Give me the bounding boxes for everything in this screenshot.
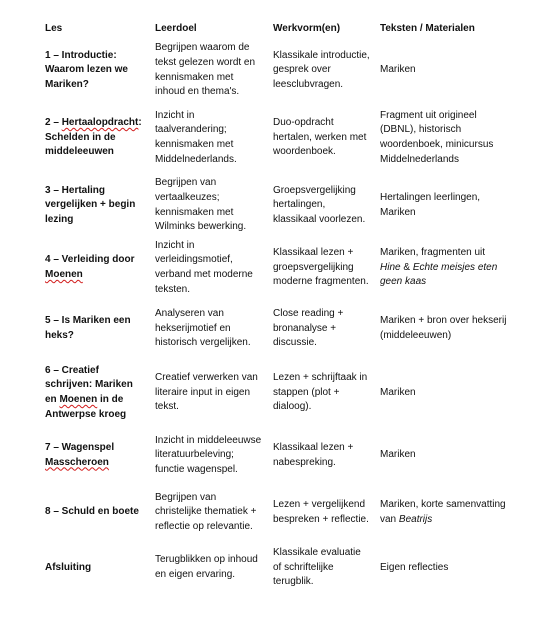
lesson-title: 8 – Schuld en boete bbox=[45, 506, 139, 518]
lesson-title bbox=[40, 358, 150, 428]
lesson-materials: Hertalingen leerlingen, Mariken bbox=[380, 191, 481, 218]
lesson-method: Close reading + bronanalyse + discussie. bbox=[273, 308, 344, 349]
lesson-goal: Inzicht in verleidingsmotief, verband met moderne teksten. bbox=[155, 239, 253, 295]
table-row bbox=[40, 358, 512, 428]
lesson-method: Lezen + vergelijkend bespreken + reflectie. bbox=[273, 498, 369, 525]
materials-part: Mariken, fragmenten uit bbox=[380, 247, 486, 259]
lesson-title: 5 – Is Mariken een heks? bbox=[45, 315, 131, 341]
table-row bbox=[40, 542, 512, 594]
table-row bbox=[40, 236, 512, 300]
lesson-materials: Mariken bbox=[380, 449, 416, 461]
lesson-method: Klassikaal lezen + groepsvergelijking moderne fragmenten. bbox=[273, 247, 369, 288]
table-row bbox=[40, 300, 512, 358]
lesson-method: Klassikale introductie, gesprek over leesclubvragen. bbox=[273, 49, 370, 90]
lesson-goal: Begrijpen waarom de tekst gelezen wordt en kennismaken met inhoud en thema's. bbox=[155, 42, 256, 98]
materials-part: & bbox=[400, 261, 413, 273]
lesson-goal: Begrijpen van vertaalkeuzes; kennismaken met Wilminks bewerking. bbox=[155, 177, 247, 233]
lesson-method: Klassikaal lezen + nabespreking. bbox=[273, 441, 354, 468]
lesson-materials bbox=[375, 483, 512, 542]
lesson-title-part: in de Antwerpse kroeg bbox=[45, 394, 127, 420]
lesson-materials bbox=[375, 236, 512, 300]
lesson-goal: Inzicht in middeleeuwse literatuurbeleving; functie wagenspel. bbox=[155, 434, 262, 475]
lesson-goal: Terugblikken op inhoud en eigen ervaring. bbox=[155, 554, 258, 580]
header-materialen: Teksten / Materialen bbox=[380, 22, 475, 34]
lesson-title bbox=[40, 428, 150, 483]
lesson-method: Groepsvergelijking hertalingen, klassikaal voorlezen. bbox=[273, 184, 366, 225]
materials-part: Mariken, korte samenvatting van bbox=[380, 498, 506, 525]
misspelled-word: Moenen bbox=[59, 394, 98, 405]
lesson-materials: Mariken + bron over hekserij (middeleeuwen) bbox=[380, 315, 507, 341]
book-title: Beatrijs bbox=[398, 513, 433, 525]
header-werkvormen: Werkvorm(en) bbox=[273, 22, 341, 34]
lesson-materials: Eigen reflecties bbox=[380, 561, 449, 573]
table-row bbox=[40, 175, 512, 236]
misspelled-word: Moenen bbox=[45, 269, 83, 280]
lesson-title-part: 7 – Wagenspel bbox=[45, 441, 115, 453]
lesson-materials: Mariken bbox=[380, 64, 416, 76]
lesson-title: 3 – Hertaling vergelijken + begin lezing bbox=[45, 184, 136, 225]
lesson-goal: Creatief verwerken van literaire input in eigen tekst. bbox=[155, 372, 258, 413]
misspelled-word: Hertaalopdracht bbox=[61, 117, 139, 129]
lesson-title-part: 2 – bbox=[45, 117, 62, 129]
lesson-title-part: 6 – Creatief schrijven: Mariken en bbox=[45, 364, 133, 405]
lesson-title: Afsluiting bbox=[45, 561, 92, 573]
table-row bbox=[40, 101, 512, 175]
header-row bbox=[40, 18, 512, 40]
book-title: Echte meisjes eten geen kaas bbox=[380, 261, 498, 288]
lesson-title bbox=[40, 236, 150, 300]
lesson-goal: Begrijpen van christelijke thematiek + reflectie op relevantie. bbox=[155, 491, 257, 532]
lesson-title: 1 – Introductie: Waarom lezen we Mariken? bbox=[45, 49, 128, 90]
lesson-plan-table bbox=[40, 18, 512, 594]
lesson-method: Lezen + schrijftaak in stappen (plot + dialoog). bbox=[273, 372, 368, 413]
lesson-method: Duo-opdracht hertalen, werken met woordenboek. bbox=[273, 117, 367, 158]
table-row bbox=[40, 40, 512, 101]
lesson-materials: Fragment uit origineel (DBNL), historisch woordenboek, minicursus Middelnederlands bbox=[380, 109, 494, 165]
misspelled-word: Masscheroen bbox=[45, 456, 109, 468]
lesson-materials: Mariken bbox=[380, 386, 416, 398]
book-title: Hine bbox=[380, 261, 401, 273]
lesson-goal: Analyseren van hekserijmotief en historisch vergelijken. bbox=[155, 308, 251, 349]
lesson-title-part: 4 – Verleiding door bbox=[45, 254, 135, 266]
table-row bbox=[40, 428, 512, 483]
lesson-goal: Inzicht in taalverandering; kennismaken met Middelnederlands. bbox=[155, 109, 237, 165]
header-les: Les bbox=[45, 22, 63, 34]
lesson-method: Klassikale evaluatie of schriftelijke terugblik. bbox=[273, 547, 361, 588]
table-row bbox=[40, 483, 512, 542]
header-leerdoel: Leerdoel bbox=[155, 22, 197, 34]
lesson-title bbox=[40, 101, 150, 175]
lesson-title-part: : Schelden in de middeleeuwen bbox=[45, 117, 142, 158]
